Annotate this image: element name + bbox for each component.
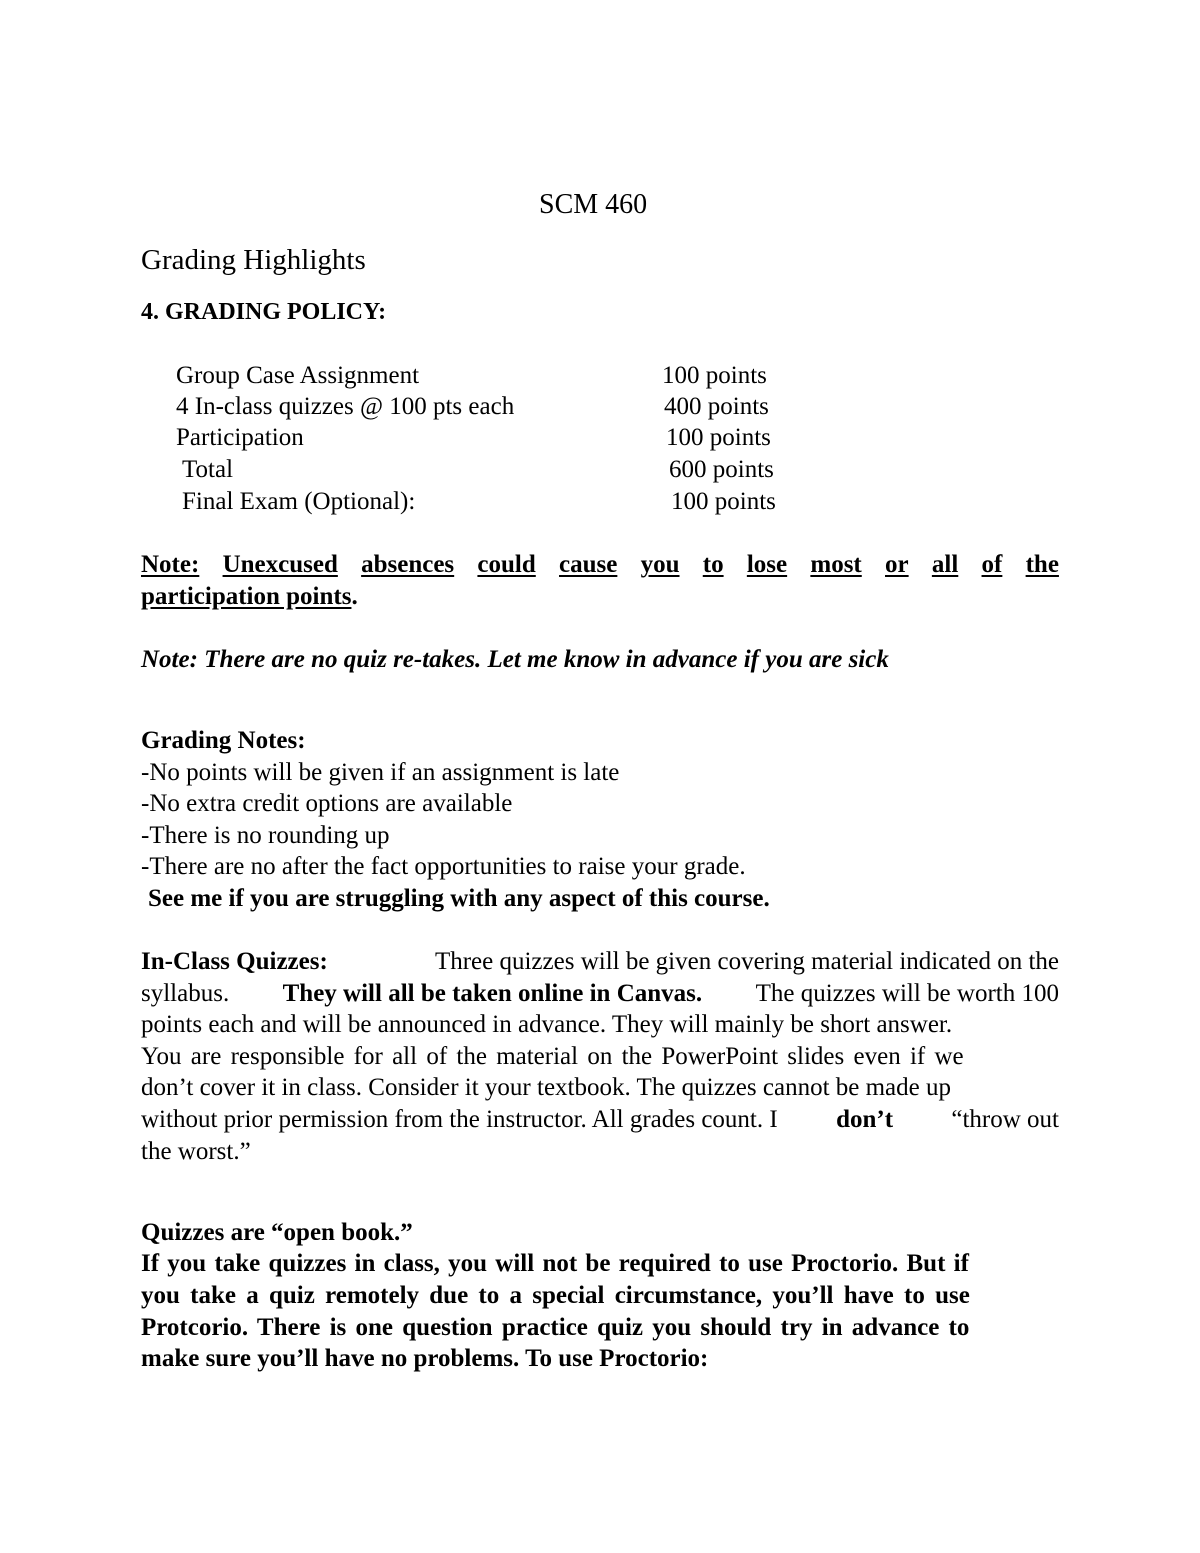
grading-notes-title: Grading Notes: — [141, 727, 306, 754]
note-word: lose — [746, 551, 788, 578]
open-book-line: Protcorio. There is one question practice quiz you should try in advance to — [141, 1314, 970, 1341]
quizzes-line: don’t cover it in class. Consider it your textbook. The quizzes cannot be made up — [141, 1074, 951, 1101]
note-retakes: Note: There are no quiz re-takes. Let me know in advance if you are sick — [141, 646, 889, 673]
section-title: 4. GRADING POLICY: — [141, 299, 387, 325]
quizzes-line: the worst.” — [141, 1138, 251, 1165]
quizzes-dont-emphasis: don’t — [836, 1106, 894, 1133]
note-word: could — [477, 551, 536, 578]
note-word: cause — [559, 551, 618, 578]
note-word: Note: — [141, 551, 200, 578]
grading-item-points: 100 points — [671, 488, 776, 515]
grading-item-label: 4 In-class quizzes @ 100 pts each — [176, 393, 515, 420]
note-absences-period: . — [351, 583, 358, 610]
note-word: or — [885, 551, 909, 578]
page-heading: Grading Highlights — [141, 244, 366, 276]
open-book-title: Quizzes are “open book.” — [141, 1219, 413, 1246]
quizzes-line — [141, 948, 1059, 976]
note-word: the — [1025, 551, 1059, 578]
note-absences-line1 — [141, 551, 1059, 579]
grading-item-label: Total — [182, 456, 234, 483]
quizzes-text: syllabus. — [141, 980, 230, 1007]
quizzes-line — [141, 980, 1059, 1008]
quizzes-text: The quizzes will be worth 100 — [755, 980, 1059, 1007]
open-book-line: If you take quizzes in class, you will not be required to use Proctorio. But if — [141, 1250, 969, 1277]
quizzes-line: You are responsible for all of the material on the PowerPoint slides even if we — [141, 1043, 964, 1070]
grading-note-item: -No points will be given if an assignment is late — [141, 759, 620, 786]
grading-item-points: 600 points — [669, 456, 774, 483]
grading-note-item: -There is no rounding up — [141, 822, 390, 849]
note-word: Unexcused — [222, 551, 338, 578]
quizzes-text: “throw out — [951, 1106, 1059, 1133]
quizzes-lead: In-Class Quizzes: — [141, 948, 328, 975]
course-code: SCM 460 — [539, 189, 648, 220]
grading-note-item: -There are no after the fact opportunities to raise your grade. — [141, 853, 746, 880]
grading-item-label: Participation — [176, 424, 304, 451]
grading-item-label: Final Exam (Optional): — [182, 488, 416, 515]
note-word: absences — [361, 551, 455, 578]
grading-note-item: -No extra credit options are available — [141, 790, 513, 817]
note-word: all — [931, 551, 959, 578]
grading-item-points: 400 points — [664, 393, 769, 420]
open-book-line: you take a quiz remotely due to a special circumstance, you’ll have to use — [141, 1282, 970, 1309]
grading-item-points: 100 points — [666, 424, 771, 451]
quizzes-line — [141, 1106, 1059, 1134]
grading-notes-closing: See me if you are struggling with any aspect of this course. — [148, 885, 770, 912]
grading-item-label: Group Case Assignment — [176, 362, 420, 389]
open-book-line: make sure you’ll have no problems. To use Proctorio: — [141, 1345, 709, 1372]
note-absences-line2 — [141, 583, 358, 611]
quizzes-text: without prior permission from the instructor. All grades count. I — [141, 1106, 778, 1133]
quizzes-line: points each and will be announced in advance. They will mainly be short answer. — [141, 1011, 953, 1038]
quizzes-text: Three quizzes will be given covering material indicated on the — [434, 948, 1059, 975]
note-word: to — [702, 551, 724, 578]
note-absences-emphasis: participation points — [141, 583, 352, 610]
grading-item-points: 100 points — [662, 362, 767, 389]
note-word: most — [810, 551, 862, 578]
note-word: you — [640, 551, 680, 578]
note-word: of — [981, 551, 1003, 578]
quizzes-canvas-emphasis: They will all be taken online in Canvas. — [282, 980, 703, 1007]
